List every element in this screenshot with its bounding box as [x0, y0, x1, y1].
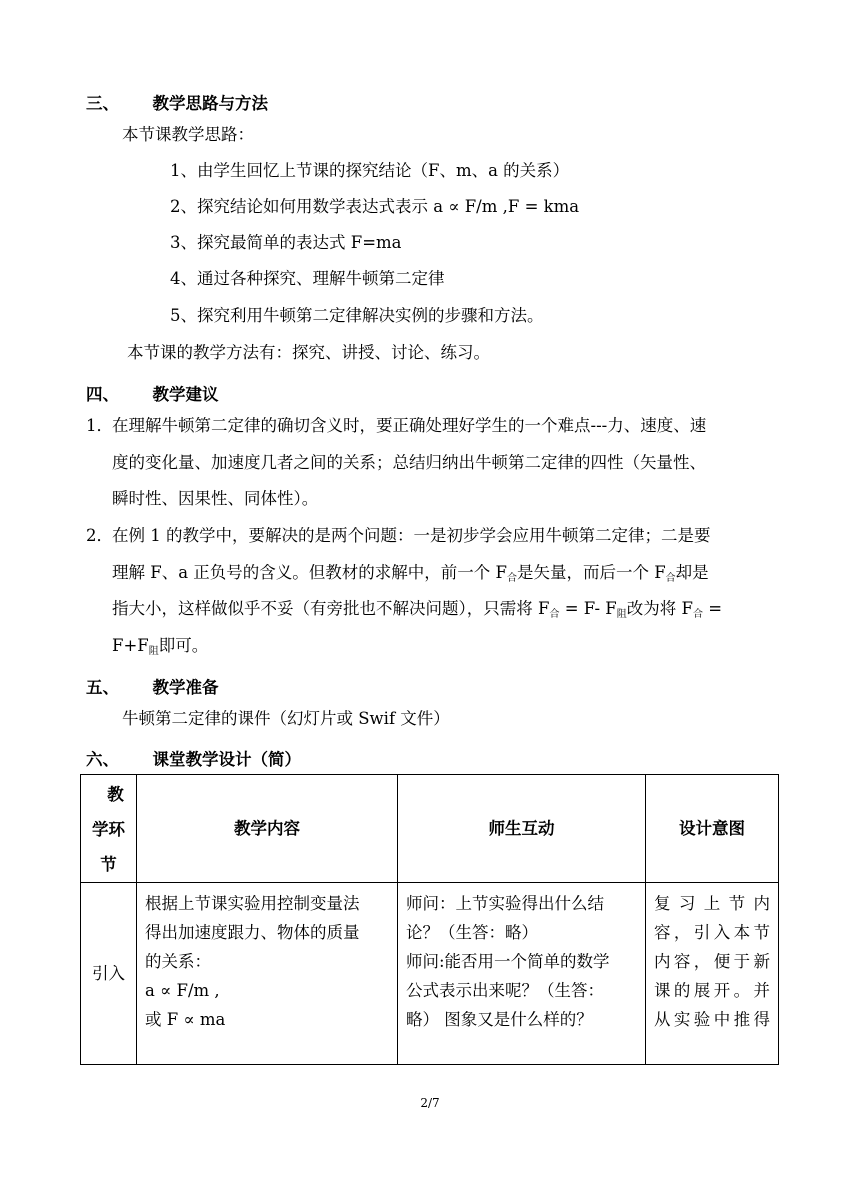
table-row	[81, 883, 779, 1065]
suggestion-2-line-2: 理解 F、a 正负号的含义。但教材的求解中，前一个 $F_合$是矢量，而后一个 $F_合$却是	[112, 563, 709, 584]
content-cell: 根据上节课实验用控制变量法 得出加速度跟力、物体的质量 的关系： a ∝ F/m , 或 F ∝ ma	[137, 883, 398, 1065]
table-header-row	[81, 775, 779, 883]
section-4-title: 教学建议	[152, 385, 219, 404]
suggestion-1-line-1: 在理解牛顿第二定律的确切含义时，要正确处理好学生的一个难点---力、速度、速	[112, 416, 707, 435]
suggestion-1-line-2: 度的变化量、加速度几者之间的关系；总结归纳出牛顿第二定律的四性（矢量性、	[112, 453, 706, 472]
header-stage: 教 学环 节	[81, 775, 137, 883]
suggestion-2-line-4: $F+F_阻$即可。	[112, 636, 209, 657]
section-4-number: 四、	[86, 385, 119, 404]
header-interaction: 师生互动	[398, 775, 646, 883]
subscript-zu: 阻	[616, 609, 627, 620]
suggestion-1-marker: 1．	[86, 416, 113, 435]
section-3-title: 教学思路与方法	[152, 94, 268, 113]
section-6-number: 六、	[86, 750, 119, 769]
page-number: 2/7	[420, 1096, 440, 1110]
section-3-intro: 本节课教学思路：	[122, 125, 254, 144]
interaction-cell: 师问：上节实验得出什么结 论？（生答：略） 师问:能否用一个简单的数学 公式表示出来呢？（生答： 略） 图象又是什么样的？	[398, 883, 646, 1065]
section-6-title: 课堂教学设计（简）	[152, 750, 301, 769]
suggestion-1-line-3: 瞬时性、因果性、同体性）。	[112, 489, 319, 508]
step-5: 5、探究利用牛顿第二定律解决实例的步骤和方法。	[170, 306, 544, 325]
stage-cell: 引入	[81, 883, 137, 1065]
suggestion-2-line-3: 指大小，这样做似乎不妥（有旁批也不解决问题），只需将 $F_合 = F-$ $F_阻$改为将 $F_合$ =	[112, 599, 723, 620]
subscript-zu: 阻	[148, 646, 159, 657]
step-3: 3、探究最简单的表达式 F=ma	[170, 233, 402, 252]
step-1: 1、由学生回忆上节课的探究结论（F、m、a 的关系）	[170, 161, 570, 180]
header-content: 教学内容	[137, 775, 398, 883]
subscript-he: 合	[692, 609, 703, 620]
section-5-number: 五、	[86, 678, 119, 697]
section-3-number: 三、	[86, 94, 119, 113]
suggestion-2-line-1: 在例 1 的教学中，要解决的是两个问题：一是初步学会应用牛顿第二定律；二是要	[112, 526, 711, 545]
section-6-heading	[86, 746, 301, 770]
section-5-title: 教学准备	[152, 678, 219, 697]
section-5-heading	[86, 674, 219, 698]
subscript-he: 合	[549, 609, 560, 620]
section-5-content: 牛顿第二定律的课件（幻灯片或 Swif 文件）	[122, 709, 450, 728]
subscript-he: 合	[665, 573, 676, 584]
intent-cell: 复 习 上 节 内 容，引入本节 内容，便于新 课的展开。并 从实验中推得	[646, 883, 779, 1065]
section-4-heading	[86, 381, 219, 405]
step-2: 2、探究结论如何用数学表达式表示 a ∝ F/m ,F = kma	[170, 197, 580, 216]
section-3-methods: 本节课的教学方法有：探究、讲授、讨论、练习。	[127, 343, 490, 362]
lesson-design-table	[80, 774, 779, 1065]
suggestion-2-marker: 2．	[86, 526, 113, 545]
section-3-heading	[86, 90, 268, 114]
subscript-he: 合	[506, 573, 517, 584]
header-intent: 设计意图	[646, 775, 779, 883]
step-4: 4、通过各种探究、理解牛顿第二定律	[170, 269, 445, 288]
